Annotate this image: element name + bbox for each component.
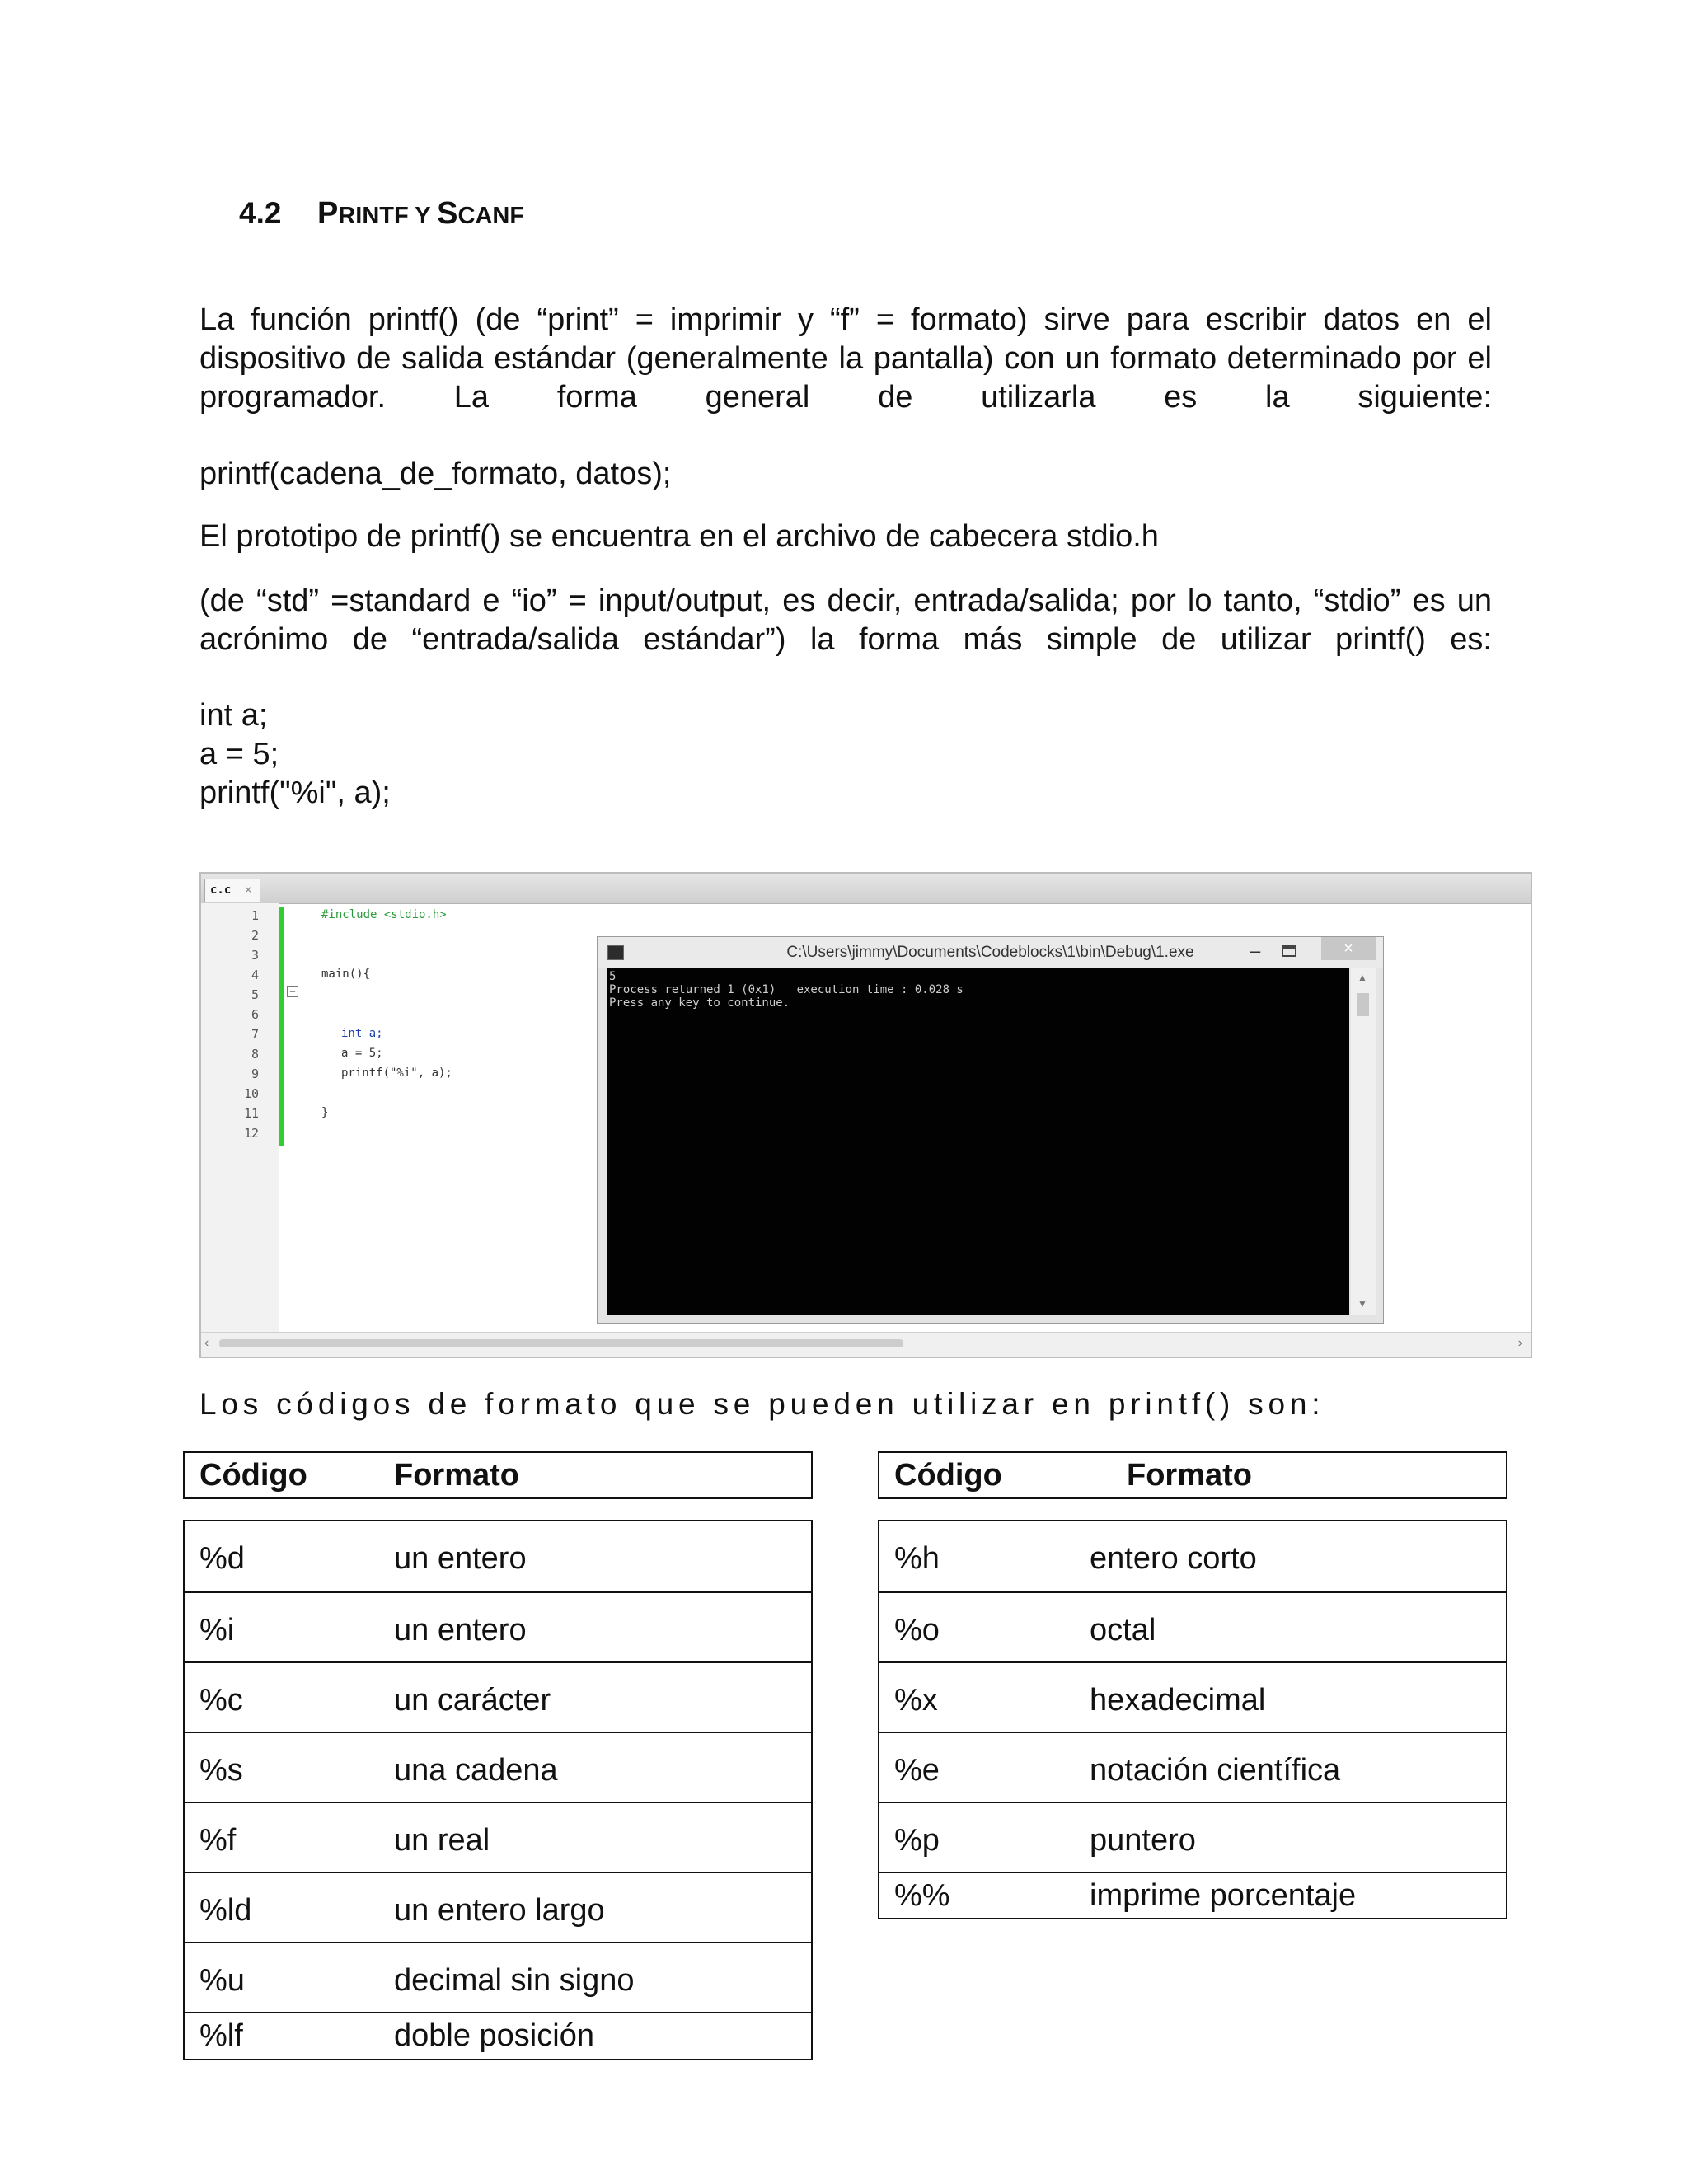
explanation-paragraph: (de “std” =standard e “io” = input/output, es decir, entrada/salida; por lo tanto, “stdio” es un acrónimo de “entrada/salida estándar”) la forma más simple de utilizar printf() es: — [199, 583, 1492, 657]
table-row — [185, 1591, 811, 1661]
line-number: 12 — [243, 1126, 259, 1141]
intro-paragraph: La función printf() (de “print” = imprimir y “f” = formato) sirve para escribir datos en el dispositivo de salida estándar (generalmente la pantalla) con un formato determinado por el programador. La forma general de utilizarla es la siguiente: — [199, 302, 1492, 415]
console-line: Process returned 1 (0x1) execution time : 0.028 s — [609, 983, 964, 996]
code-cell: %c — [199, 1683, 243, 1718]
table-row — [185, 1661, 811, 1732]
ide-screenshot — [199, 872, 1532, 1358]
line-number: 1 — [251, 908, 259, 923]
format-cell: decimal sin signo — [394, 1963, 635, 1998]
table-row — [879, 1872, 1506, 1918]
table-row — [879, 1661, 1506, 1732]
code-cell: %e — [894, 1753, 940, 1788]
section-title-part: S — [437, 196, 458, 231]
code-line: int a; — [199, 698, 268, 733]
table-row — [185, 1732, 811, 1802]
maximize-button[interactable] — [1282, 945, 1296, 957]
line-number: 7 — [251, 1027, 259, 1042]
console-line: Press any key to continue. — [609, 996, 790, 1010]
scroll-up-icon[interactable]: ▲ — [1357, 972, 1367, 983]
code-cell: %x — [894, 1683, 938, 1718]
scroll-thumb[interactable] — [219, 1339, 903, 1347]
format-cell: un carácter — [394, 1683, 551, 1718]
format-cell: una cadena — [394, 1753, 558, 1788]
format-cell: un entero — [394, 1541, 527, 1576]
section-title-part: CANF — [457, 203, 525, 229]
console-window — [597, 936, 1384, 1324]
code-cell: %i — [199, 1613, 235, 1647]
format-cell: octal — [1090, 1613, 1156, 1647]
code-cell: %ld — [199, 1893, 252, 1928]
close-icon[interactable]: × — [245, 883, 252, 897]
code-line: printf("%i", a); — [199, 776, 391, 810]
console-output — [607, 968, 1349, 1315]
scroll-left-icon[interactable]: ‹ — [204, 1336, 209, 1350]
table-row — [185, 2012, 811, 2059]
codes-intro: Los códigos de formato que se pueden utilizar en printf() son: — [199, 1387, 1325, 1421]
header-format: Formato — [1127, 1458, 1252, 1493]
fold-icon[interactable]: − — [287, 986, 298, 997]
code-cell: %s — [199, 1753, 243, 1788]
code-cell: %% — [894, 1878, 950, 1913]
table-row — [879, 1732, 1506, 1802]
right-table-header — [878, 1451, 1507, 1499]
format-cell: un entero largo — [394, 1893, 605, 1928]
table-row — [879, 1802, 1506, 1872]
editor-tab[interactable] — [204, 879, 260, 902]
prototype-line: El prototipo de printf() se encuentra en el archivo de cabecera stdio.h — [199, 519, 1159, 554]
scroll-right-icon[interactable]: › — [1517, 1336, 1522, 1350]
header-code: Código — [894, 1458, 1002, 1493]
line-number: 9 — [251, 1066, 259, 1081]
editor-tab-bar — [201, 874, 1531, 904]
section-heading — [239, 196, 524, 232]
line-number: 4 — [251, 968, 259, 982]
change-bar — [279, 907, 284, 1146]
right-table — [878, 1520, 1507, 1919]
line-number: 2 — [251, 928, 259, 943]
header-format: Formato — [394, 1458, 519, 1493]
code-main: main(){ — [321, 968, 371, 981]
section-title-part: P — [317, 196, 339, 231]
line-number: 3 — [251, 948, 259, 963]
console-line: 5 — [609, 970, 617, 983]
console-title-bar — [598, 937, 1383, 968]
line-number: 10 — [243, 1086, 259, 1101]
section-title-part: RINTF Y — [338, 203, 438, 229]
left-table-header — [183, 1451, 813, 1499]
left-table — [183, 1520, 813, 2060]
format-cell: entero corto — [1090, 1541, 1257, 1576]
console-title: C:\Users\jimmy\Documents\Codeblocks\1\bin\Debug\1.exe — [786, 944, 1194, 961]
code-decl: int a; — [341, 1027, 383, 1040]
table-row — [185, 1521, 811, 1591]
line-number: 6 — [251, 1007, 259, 1022]
format-cell: imprime porcentaje — [1090, 1878, 1357, 1913]
code-assign: a = 5; — [341, 1047, 383, 1060]
scroll-down-icon[interactable]: ▼ — [1357, 1298, 1367, 1310]
table-row — [185, 1802, 811, 1872]
scroll-thumb[interactable] — [1357, 993, 1369, 1016]
line-number: 11 — [243, 1106, 259, 1121]
minimize-button[interactable]: – — [1250, 940, 1261, 961]
code-cell: %p — [894, 1823, 940, 1858]
line-number: 5 — [251, 987, 259, 1002]
console-scrollbar[interactable] — [1351, 968, 1376, 1315]
code-line: a = 5; — [199, 737, 279, 771]
syntax-line: printf(cadena_de_formato, datos); — [199, 457, 672, 491]
code-cell: %f — [199, 1823, 237, 1858]
horizontal-scrollbar[interactable] — [201, 1332, 1531, 1357]
line-number: 8 — [251, 1047, 259, 1062]
format-cell: un real — [394, 1823, 490, 1858]
format-cell: hexadecimal — [1090, 1683, 1266, 1718]
code-include: #include <stdio.h> — [321, 908, 447, 921]
line-number-gutter — [201, 903, 279, 1332]
format-cell: doble posición — [394, 2018, 594, 2053]
close-button[interactable]: × — [1321, 937, 1376, 960]
code-cell: %u — [199, 1963, 245, 1998]
format-cell: un entero — [394, 1613, 527, 1647]
section-number: 4.2 — [239, 196, 282, 230]
code-cell: %lf — [199, 2018, 243, 2053]
table-row — [185, 1942, 811, 2012]
code-close: } — [321, 1106, 329, 1119]
code-cell: %h — [894, 1541, 940, 1576]
code-cell: %o — [894, 1613, 940, 1647]
format-cell: notación científica — [1090, 1753, 1341, 1788]
code-printf: printf("%i", a); — [341, 1066, 452, 1080]
editor-tab-label: c.c — [210, 883, 232, 897]
table-row — [879, 1591, 1506, 1661]
header-code: Código — [199, 1458, 307, 1493]
code-cell: %d — [199, 1541, 245, 1576]
table-row — [185, 1872, 811, 1942]
format-cell: puntero — [1090, 1823, 1196, 1858]
table-row — [879, 1521, 1506, 1591]
